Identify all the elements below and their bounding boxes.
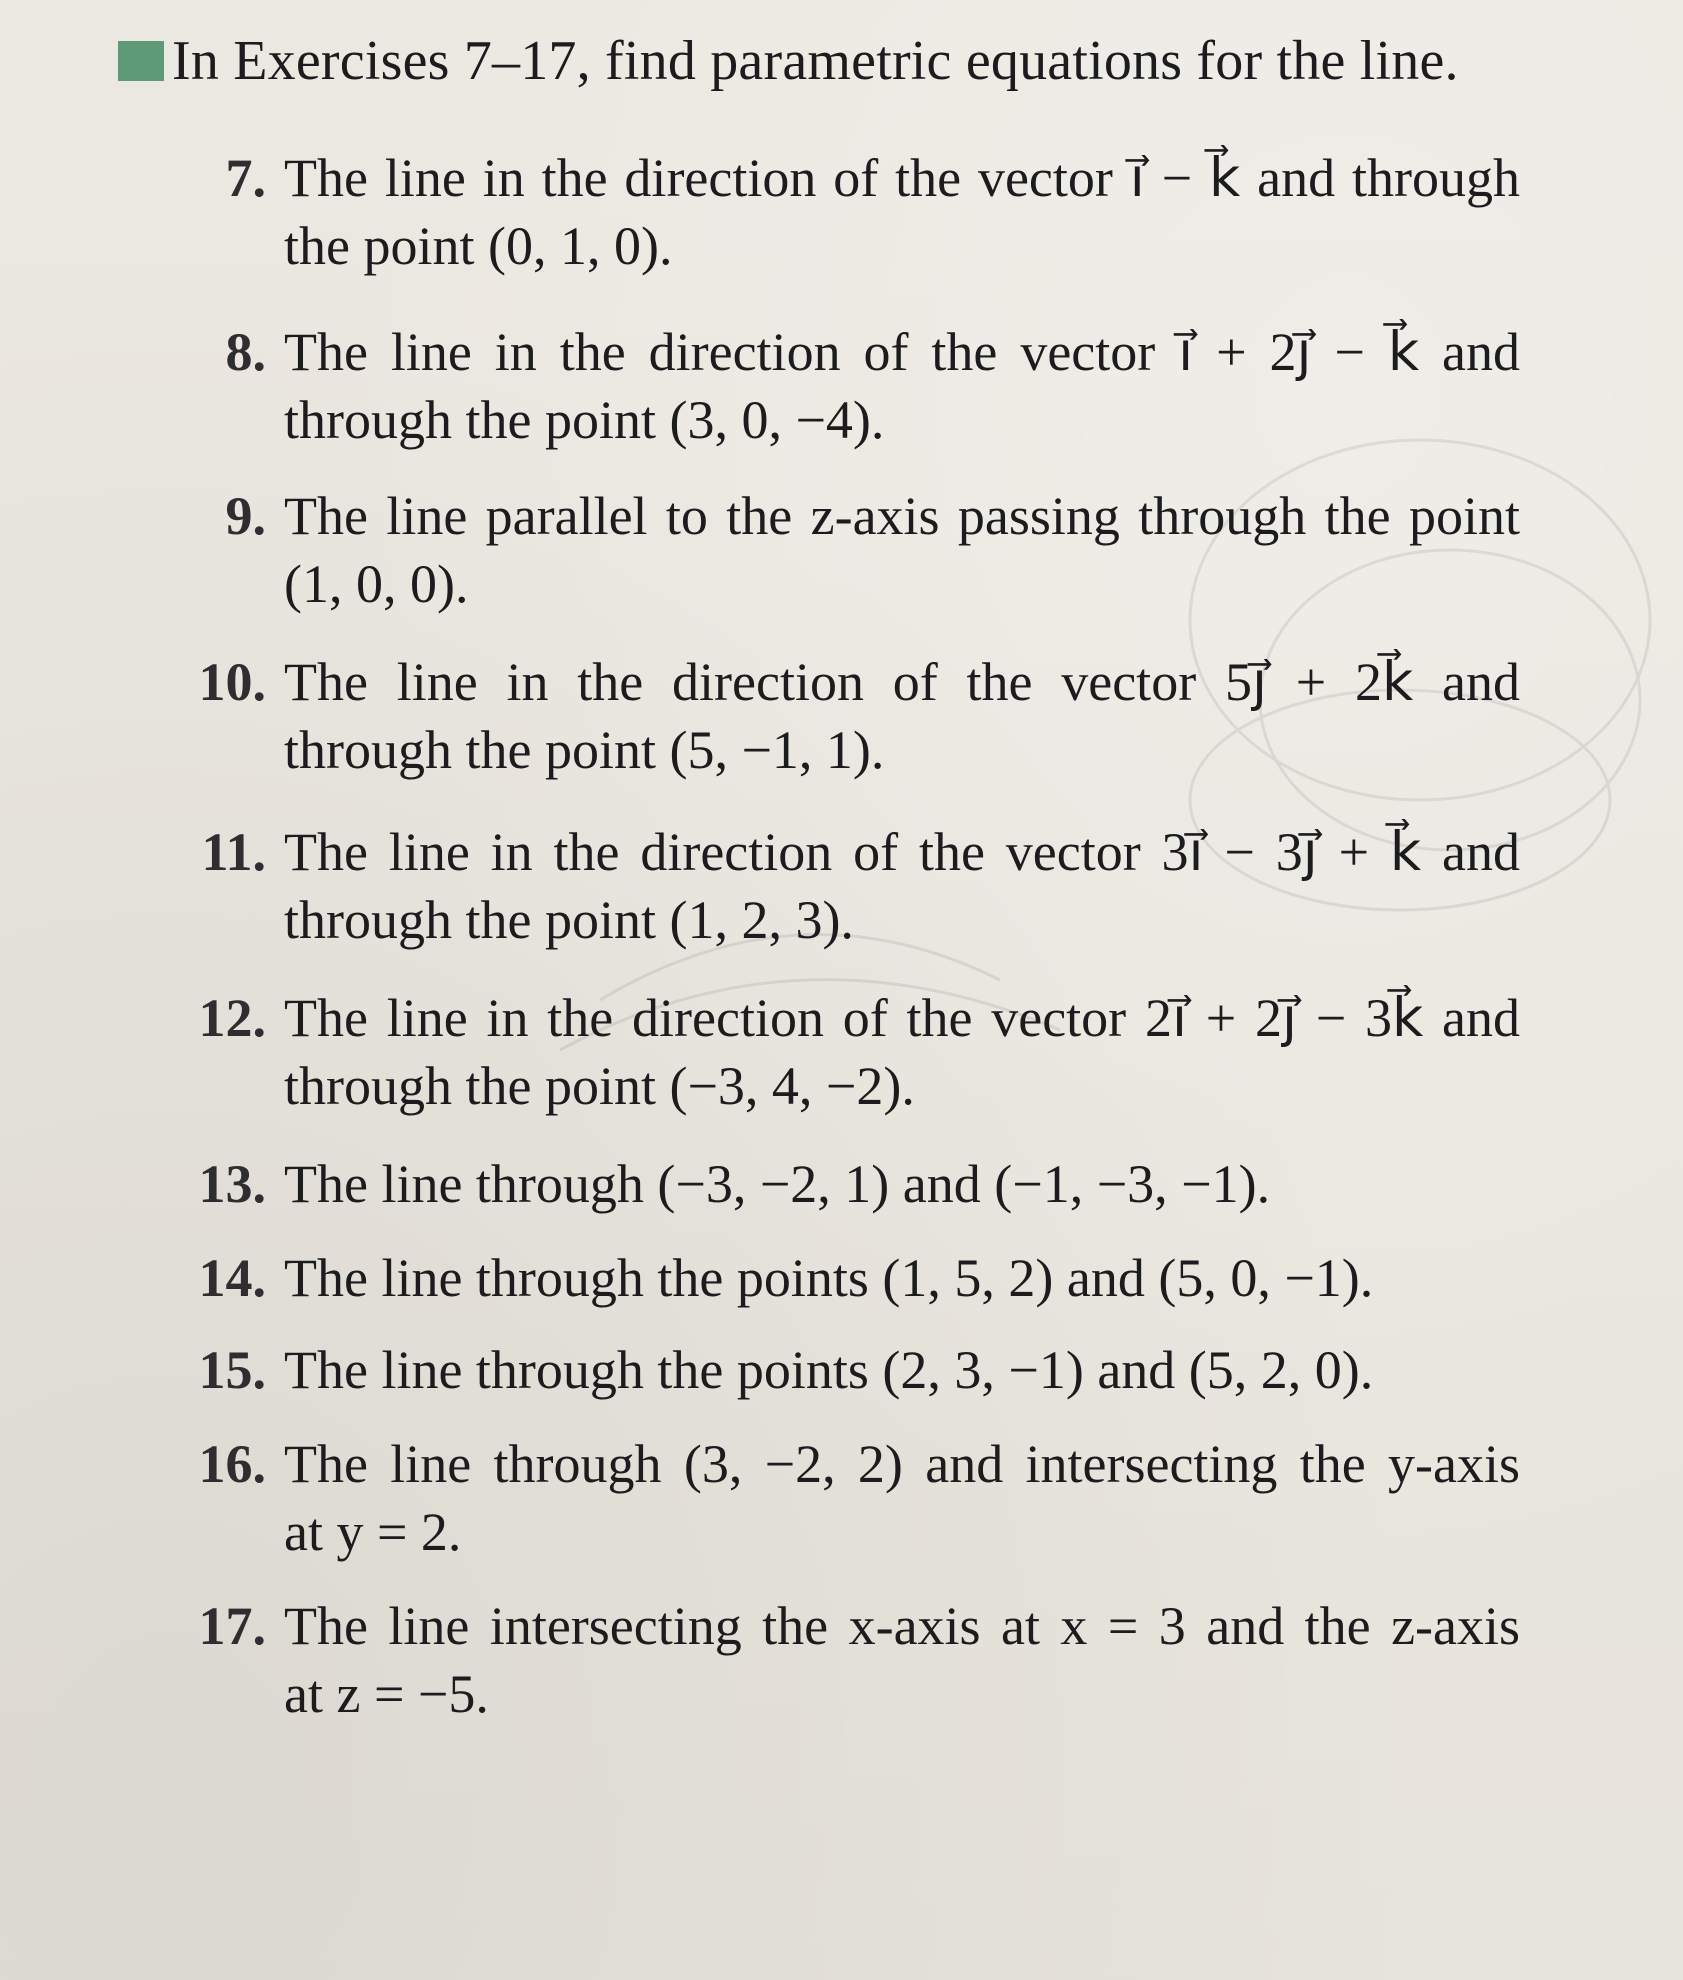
exercise-number: 14. [198,1248,266,1308]
exercise-11 [180,818,1520,954]
exercise-text-line: through the point (−3, 4, −2). [284,1056,915,1116]
exercise-text-line: at z = −5. [284,1664,489,1724]
exercise-text-line: through the point (1, 2, 3). [284,890,854,950]
exercise-number: 9. [225,486,266,546]
exercise-text-line: The line in the direction of the vector 2i⃗ + 2j⃗ − 3k⃗ and [284,988,1520,1048]
exercise-number: 10. [198,652,266,712]
exercise-text-line: The line through (3, −2, 2) and intersecting the y-axis [284,1434,1520,1494]
heading-text: In Exercises 7–17, find parametric equations for the line. [172,30,1459,92]
exercise-10 [180,648,1520,784]
exercise-number: 13. [198,1154,266,1214]
exercise-text-line: (1, 0, 0). [284,554,469,614]
exercise-text-line: the point (0, 1, 0). [284,216,673,276]
exercise-text-line: The line in the direction of the vector i⃗ + 2j⃗ − k⃗ and [284,322,1520,382]
exercise-number: 12. [198,988,266,1048]
exercise-number: 17. [198,1596,266,1656]
exercise-17 [180,1592,1520,1728]
exercise-16 [180,1430,1520,1566]
exercise-text-line: at y = 2. [284,1502,462,1562]
exercise-number: 8. [225,322,266,382]
exercise-number: 15. [198,1340,266,1400]
exercise-set-heading [118,28,1459,94]
exercise-13 [180,1150,1520,1218]
exercise-text-line: The line through (−3, −2, 1) and (−1, −3, −1). [284,1154,1271,1214]
exercise-number: 16. [198,1434,266,1494]
exercise-text-line: The line through the points (1, 5, 2) and (5, 0, −1). [284,1248,1374,1308]
exercise-text-line: The line through the points (2, 3, −1) and (5, 2, 0). [284,1340,1374,1400]
exercise-8 [180,318,1520,454]
exercise-15 [180,1336,1520,1404]
exercise-text-line: The line in the direction of the vector 5j⃗ + 2k⃗ and [284,652,1520,712]
exercise-text-line: The line parallel to the z-axis passing through the point [284,486,1520,546]
exercise-9 [180,482,1520,618]
exercise-number: 11. [201,822,266,882]
exercise-text-line: The line intersecting the x-axis at x = 3 and the z-axis [284,1596,1520,1656]
exercise-text-line: through the point (3, 0, −4). [284,390,885,450]
section-marker-icon [118,41,164,81]
exercise-text-line: through the point (5, −1, 1). [284,720,885,780]
exercise-12 [180,984,1520,1120]
exercise-text-line: The line in the direction of the vector i⃗ − k⃗ and through [284,148,1520,208]
exercise-text-line: The line in the direction of the vector 3i⃗ − 3j⃗ + k⃗ and [284,822,1520,882]
exercise-14 [180,1244,1520,1312]
exercise-number: 7. [225,148,266,208]
exercise-7 [180,144,1520,280]
